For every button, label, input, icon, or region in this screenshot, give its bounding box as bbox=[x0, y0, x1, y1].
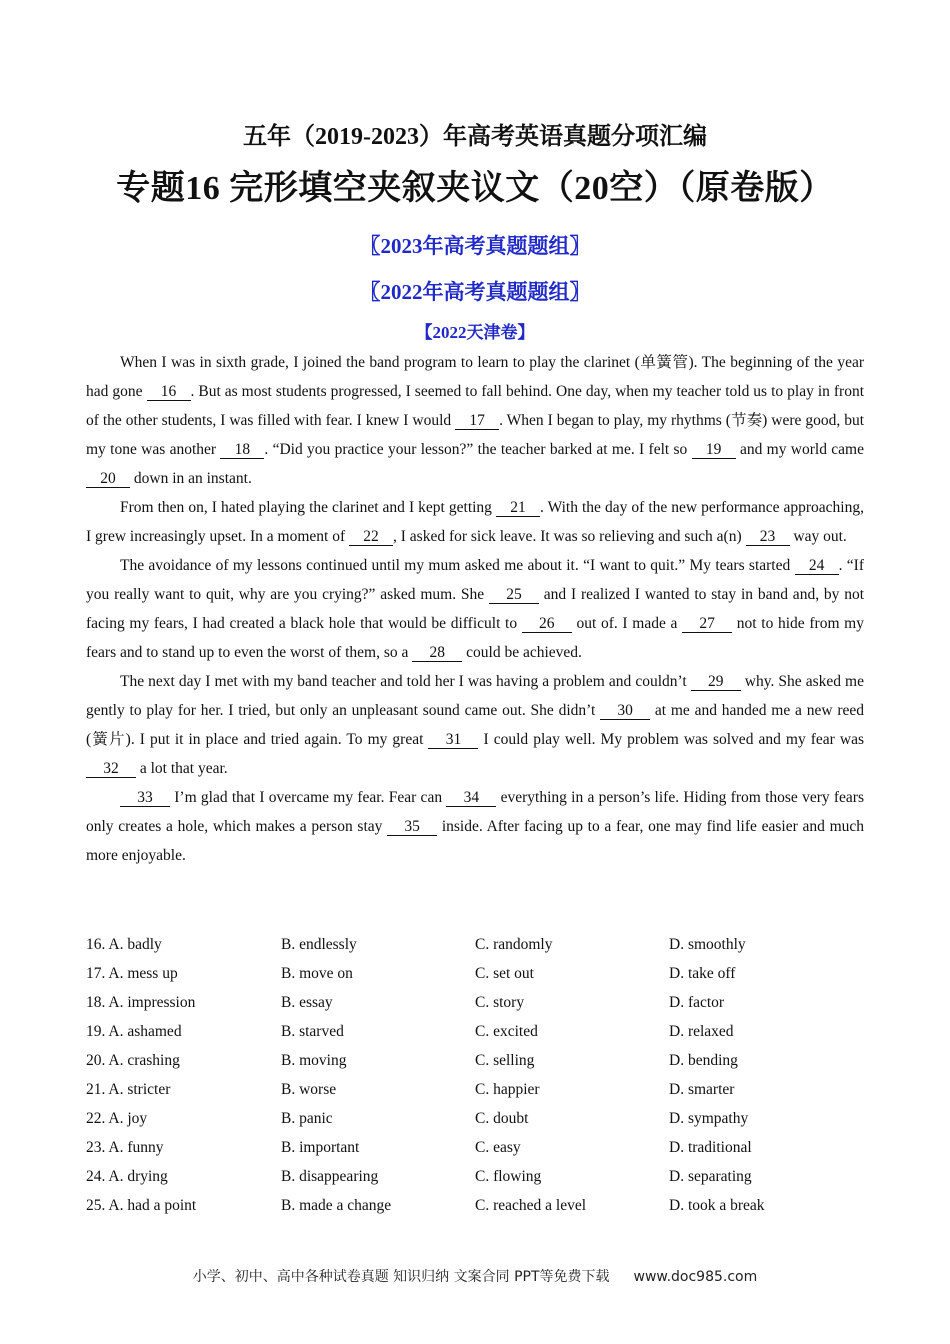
text: . When I began to play, my rhythms (节奏) were good, but my tone was another bbox=[86, 412, 864, 458]
blank-21: 21 bbox=[496, 499, 540, 517]
blank-24: 24 bbox=[795, 557, 839, 575]
paragraph-1 bbox=[86, 348, 864, 493]
cloze-passage bbox=[86, 348, 864, 870]
blank-23: 23 bbox=[746, 528, 790, 546]
text: The next day I met with my band teacher and told her I was having a problem and couldn’t bbox=[120, 673, 691, 690]
answer-options bbox=[86, 930, 864, 1220]
blank-18: 18 bbox=[220, 441, 264, 459]
option-row-20 bbox=[86, 1046, 864, 1075]
option-d: D. sympathy bbox=[669, 1110, 749, 1127]
option-b: B. worse bbox=[281, 1081, 337, 1098]
text: way out. bbox=[789, 528, 847, 545]
text: everything in a person’s life. Hiding from those very fears only creates a hole, which makes a person stay bbox=[86, 789, 864, 835]
option-row-24 bbox=[86, 1162, 864, 1191]
option-c: C. flowing bbox=[475, 1168, 542, 1185]
text: . But as most students progressed, I seemed to fall behind. One day, when my teacher told us to play in front of the other students, I was filled with fear. I knew I would bbox=[86, 383, 865, 429]
paragraph-5 bbox=[86, 783, 864, 870]
blank-26: 26 bbox=[522, 615, 572, 633]
option-c: C. set out bbox=[475, 965, 534, 982]
blank-22: 22 bbox=[349, 528, 393, 546]
text: . “If you really want to quit, why are you crying?” asked mum. She bbox=[86, 557, 864, 603]
blank-20: 20 bbox=[86, 470, 130, 488]
blank-32: 32 bbox=[86, 760, 136, 778]
text: When I was in sixth grade, I joined the band program to learn to play the clarinet (单簧管). The beginning of the year had gone bbox=[86, 354, 864, 400]
option-a: 19. A. ashamed bbox=[86, 1023, 182, 1040]
text: . “Did you practice your lesson?” the teacher barked at me. I felt so bbox=[264, 441, 692, 458]
option-a: 21. A. stricter bbox=[86, 1081, 171, 1098]
option-c: C. story bbox=[475, 994, 525, 1011]
text: why. She asked me gently to play for her. I tried, but only an unpleasant sound came out. She didn’t bbox=[86, 673, 864, 719]
option-row-16 bbox=[86, 930, 864, 959]
text: , I asked for sick leave. It was so relieving and such a(n) bbox=[393, 528, 746, 545]
footer-link[interactable]: www.doc985.com bbox=[633, 1269, 758, 1285]
option-d: D. separating bbox=[669, 1168, 752, 1185]
option-d: D. traditional bbox=[669, 1139, 752, 1156]
option-b: B. starved bbox=[281, 1023, 344, 1040]
option-b: B. endlessly bbox=[281, 936, 357, 953]
option-row-22 bbox=[86, 1104, 864, 1133]
group-heading-2022: 〖2022年高考真题题组〗 bbox=[359, 280, 591, 304]
text: a lot that year. bbox=[136, 760, 228, 777]
option-c: C. excited bbox=[475, 1023, 538, 1040]
option-a: 20. A. crashing bbox=[86, 1052, 180, 1069]
group-heading-2023: 〖2023年高考真题题组〗 bbox=[359, 234, 591, 258]
blank-16: 16 bbox=[147, 383, 191, 401]
option-b: B. disappearing bbox=[281, 1168, 379, 1185]
option-c: C. selling bbox=[475, 1052, 535, 1069]
option-row-18 bbox=[86, 988, 864, 1017]
series-title: 五年（2019-2023）年高考英语真题分项汇编 bbox=[243, 124, 707, 150]
paragraph-2 bbox=[86, 493, 864, 551]
blank-34: 34 bbox=[446, 789, 496, 807]
blank-33: 33 bbox=[120, 789, 170, 807]
option-c: C. easy bbox=[475, 1139, 521, 1156]
blank-29: 29 bbox=[691, 673, 741, 691]
option-row-17 bbox=[86, 959, 864, 988]
option-row-25 bbox=[86, 1191, 864, 1220]
blank-35: 35 bbox=[387, 818, 437, 836]
paragraph-4 bbox=[86, 667, 864, 783]
exam-label: 【2022天津卷】 bbox=[415, 323, 535, 342]
footer-text: 小学、初中、高中各种试卷真题 知识归纳 文案合同 PPT等免费下载 bbox=[192, 1269, 610, 1285]
option-a: 25. A. had a point bbox=[86, 1197, 197, 1214]
text: inside. After facing up to a fear, one may find life easier and much more enjoyable. bbox=[86, 818, 865, 864]
text: From then on, I hated playing the clarinet and I kept getting bbox=[120, 499, 496, 516]
option-row-19 bbox=[86, 1017, 864, 1046]
option-c: C. reached a level bbox=[475, 1197, 587, 1214]
option-b: B. panic bbox=[281, 1110, 333, 1127]
blank-30: 30 bbox=[600, 702, 650, 720]
text: down in an instant. bbox=[130, 470, 252, 487]
option-a: 18. A. impression bbox=[86, 994, 196, 1011]
option-d: D. smoothly bbox=[669, 936, 746, 953]
option-d: D. relaxed bbox=[669, 1023, 734, 1040]
option-d: D. smarter bbox=[669, 1081, 735, 1098]
blank-19: 19 bbox=[692, 441, 736, 459]
text: not to hide from my fears and to stand up to even the worst of them, so a bbox=[86, 615, 864, 661]
text: . With the day of the new performance approaching, I grew increasingly upset. In a moment of bbox=[86, 499, 864, 545]
option-d: D. factor bbox=[669, 994, 725, 1011]
option-row-23 bbox=[86, 1133, 864, 1162]
blank-28: 28 bbox=[412, 644, 462, 662]
text: out of. I made a bbox=[571, 615, 683, 632]
option-b: B. important bbox=[281, 1139, 360, 1156]
paragraph-3 bbox=[86, 551, 864, 667]
blank-31: 31 bbox=[428, 731, 478, 749]
text: The avoidance of my lessons continued until my mum asked me about it. “I want to quit.” My tears started bbox=[120, 557, 795, 574]
option-b: B. essay bbox=[281, 994, 333, 1011]
option-a: 22. A. joy bbox=[86, 1110, 148, 1127]
blank-27: 27 bbox=[682, 615, 732, 633]
text: at me and handed me a new reed (簧片). I put it in place and tried again. To my great bbox=[86, 702, 864, 748]
text: I’m glad that I overcame my fear. Fear can bbox=[170, 789, 447, 806]
page-footer bbox=[0, 1266, 950, 1286]
option-b: B. move on bbox=[281, 965, 353, 982]
blank-17: 17 bbox=[455, 412, 499, 430]
option-b: B. made a change bbox=[281, 1197, 392, 1214]
option-row-21 bbox=[86, 1075, 864, 1104]
blank-25: 25 bbox=[489, 586, 539, 604]
option-c: C. doubt bbox=[475, 1110, 529, 1127]
text: and I realized I wanted to stay in band and, by not facing my fears, I had created a black hole that would be difficult to bbox=[86, 586, 864, 632]
text: and my world came bbox=[735, 441, 864, 458]
text: could be achieved. bbox=[462, 644, 582, 661]
topic-title: 专题16 完形填空夹叙夹议文（20空）（原卷版） bbox=[116, 170, 834, 207]
option-a: 16. A. badly bbox=[86, 936, 162, 953]
option-d: D. took a break bbox=[669, 1197, 765, 1214]
text: I could play well. My problem was solved and my fear was bbox=[478, 731, 864, 748]
option-a: 23. A. funny bbox=[86, 1139, 164, 1156]
option-a: 17. A. mess up bbox=[86, 965, 178, 982]
option-a: 24. A. drying bbox=[86, 1168, 168, 1185]
option-b: B. moving bbox=[281, 1052, 347, 1069]
option-d: D. take off bbox=[669, 965, 736, 982]
option-c: C. happier bbox=[475, 1081, 540, 1098]
option-d: D. bending bbox=[669, 1052, 738, 1069]
option-c: C. randomly bbox=[475, 936, 553, 953]
